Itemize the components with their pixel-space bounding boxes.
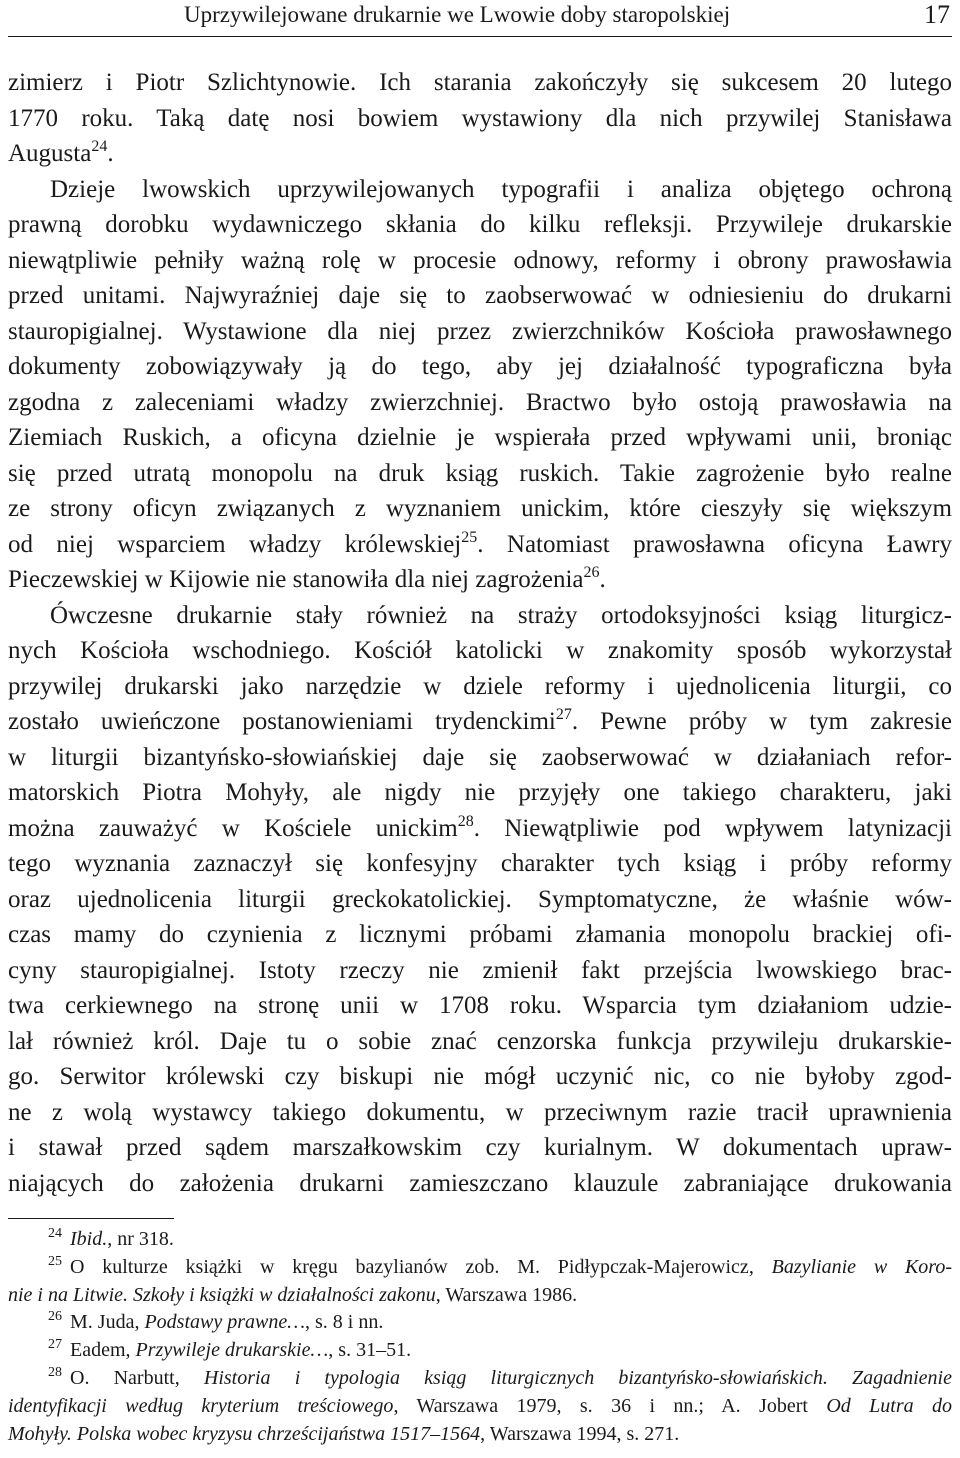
footnote-italic: Ibid. bbox=[70, 1228, 108, 1250]
footnote-24 bbox=[8, 1226, 952, 1254]
footnote-28 bbox=[8, 1365, 952, 1393]
footnote-text: O kulturze książki w kręgu bazylianów zob. M. Pidłypczak-Majerowicz, bbox=[70, 1255, 772, 1278]
footnote-ref-26: 26 bbox=[583, 564, 600, 581]
footnote-text: O. Narbutt, bbox=[70, 1366, 204, 1389]
footnote-number: 25 bbox=[48, 1253, 62, 1269]
text-line: przed unitami. Najwyraźniej daje się to zaobserwować w odniesieniu do drukarni bbox=[8, 282, 952, 309]
punctuation: . bbox=[107, 140, 114, 167]
text-span: Augusta bbox=[8, 140, 92, 167]
footnote-separator bbox=[8, 1218, 174, 1219]
footnote-italic: Od Lutra do bbox=[826, 1394, 953, 1417]
text-line bbox=[8, 527, 952, 563]
footnote-text: , Warszawa 1986. bbox=[435, 1283, 578, 1306]
text-line bbox=[8, 136, 952, 172]
footnote-25-cont bbox=[8, 1282, 952, 1310]
footnote-ref-25: 25 bbox=[461, 528, 478, 546]
footnote-italic: nie i na Litwie. Szkoły i książki w działalności zakonu bbox=[8, 1283, 436, 1306]
footnote-text: , Warszawa 1994, s. 271. bbox=[480, 1422, 680, 1445]
text-line: czas mamy do czynienia z licznymi próbami złamania monopolu brackiej ofi- bbox=[8, 921, 952, 948]
text-span: . Niewątpliwie pod wpływem latynizacji bbox=[473, 814, 953, 842]
text-line: cyny stauropigialnej. Istoty rzeczy nie zmienił fakt przejścia lwowskiego brac- bbox=[8, 956, 952, 984]
text-line: dokumenty zobowiązywały ją do tego, aby jej działalność typograficzna była bbox=[8, 353, 952, 380]
footnote-text: Eadem, bbox=[70, 1339, 136, 1362]
footnote-italic: Bazylianie w Koro- bbox=[771, 1255, 952, 1278]
text-span: zostało uwieńczone postanowieniami trydenckimi bbox=[8, 708, 556, 735]
text-line bbox=[8, 811, 952, 847]
text-line: 1770 roku. Taką datę nosi bowiem wystawiony dla nich przywilej Stanisława bbox=[8, 104, 952, 132]
footnote-27 bbox=[8, 1337, 952, 1365]
footnote-italic: Przywileje drukarskie… bbox=[135, 1339, 329, 1362]
running-header bbox=[8, 0, 952, 37]
text-line: niających do założenia drukarni zamieszczano klauzule zabraniające drukowania bbox=[8, 1169, 952, 1197]
text-span: można zauważyć w Kościele unickim bbox=[8, 814, 458, 842]
footnote-28-cont bbox=[8, 1421, 952, 1449]
footnote-ref-28: 28 bbox=[457, 812, 474, 830]
footnote-italic: Mohyły. Polska wobec kryzysu chrześcijaństwa 1517–1564 bbox=[8, 1422, 481, 1445]
text-line: twa cerkiewnego na stronę unii w 1708 roku. Wsparcia tym działaniom udzie- bbox=[8, 992, 952, 1019]
footnote-text: , s. 31–51. bbox=[328, 1339, 412, 1362]
footnotes bbox=[8, 1226, 952, 1448]
text-line: ne z wolą wystawcy takiego dokumentu, w przeciwnym razie tracił uprawnienia bbox=[8, 1098, 952, 1126]
text-line: Ziemiach Ruskich, a oficyna dzielnie je wspierała przed wpływami unii, broniąc bbox=[8, 424, 952, 451]
text-line: niewątpliwie pełniły ważną rolę w procesie odnowy, reformy i obrony prawosławia bbox=[8, 246, 952, 274]
text-span: od niej wsparciem władzy królewskiej bbox=[8, 530, 462, 558]
footnote-number: 28 bbox=[48, 1364, 62, 1380]
footnote-number: 27 bbox=[48, 1337, 62, 1353]
text-line: ze strony oficyn związanych z wyznaniem unickim, które cieszyły się większym bbox=[8, 495, 952, 522]
running-title: Uprzywilejowane drukarnie we Lwowie doby staropolskiej bbox=[184, 2, 731, 27]
text-line: w liturgii bizantyńsko-słowiańskiej daje się zaobserwować w działaniach refor- bbox=[8, 743, 952, 771]
text-line: przywilej drukarski jako narzędzie w dziele reformy i ujednolicenia liturgii, co bbox=[8, 672, 952, 700]
footnote-26 bbox=[8, 1309, 952, 1337]
footnote-text: , nr 318. bbox=[107, 1228, 174, 1250]
footnote-25 bbox=[8, 1254, 952, 1282]
text-line: się przed utratą monopolu na druk ksiąg ruskich. Takie zagrożenie było realne bbox=[8, 459, 952, 487]
footnote-italic: Podstawy prawne… bbox=[144, 1311, 306, 1334]
footnote-text: , s. 8 i nn. bbox=[305, 1311, 384, 1334]
text-line: nych Kościoła wschodniego. Kościół katolicki w znakomity sposób wykorzystał bbox=[8, 637, 952, 664]
footnote-28-cont bbox=[8, 1393, 952, 1421]
footnote-number: 26 bbox=[48, 1309, 62, 1325]
paragraph-start-line: Ówczesne drukarnie stały również na straży ortodoksyjności ksiąg liturgicz- bbox=[50, 601, 952, 629]
footnote-number: 24 bbox=[48, 1226, 62, 1241]
text-line: stauropigialnej. Wystawione dla niej przez zwierzchników Kościoła prawosławnego bbox=[8, 317, 952, 345]
text-line bbox=[8, 562, 952, 598]
text-line: oraz ujednolicenia liturgii greckokatolickiej. Symptomatyczne, że właśnie wów- bbox=[8, 885, 952, 913]
main-text bbox=[8, 65, 952, 1201]
footnote-text: M. Juda, bbox=[70, 1311, 145, 1334]
text-span: . Pewne próby w tym zakresie bbox=[571, 708, 952, 735]
footnote-italic: identyfikacji według kryterium treściowego bbox=[8, 1394, 394, 1417]
text-span: Pieczewskiej w Kijowie nie stanowiła dla niej zagrożenia bbox=[8, 566, 584, 593]
text-span: . Natomiast prawosławna oficyna Ławry bbox=[477, 530, 952, 558]
footnote-text: , Warszawa 1979, s. 36 i nn.; A. Jobert bbox=[393, 1394, 827, 1417]
punctuation: . bbox=[599, 566, 606, 593]
text-line: zimierz i Piotr Szlichtynowie. Ich starania zakończyły się sukcesem 20 lutego bbox=[8, 69, 952, 96]
text-line: tego wyznania zaznaczył się konfesyjny charakter tych ksiąg i próby reformy bbox=[8, 850, 952, 877]
paragraph-start-line: Dzieje lwowskich uprzywilejowanych typografii i analiza objętego ochroną bbox=[50, 175, 952, 203]
text-line: zgodna z zaleceniami władzy zwierzchniej. Bractwo było ostoją prawosławia na bbox=[8, 388, 952, 416]
footnote-ref-24: 24 bbox=[91, 138, 108, 155]
footnote-italic: Historia i typologia ksiąg liturgicznych bizantyńsko-słowiańskich. Zagadnienie bbox=[203, 1366, 952, 1389]
text-line: prawną dorobku wydawniczego skłania do kilku refleksji. Przywileje drukarskie bbox=[8, 211, 952, 238]
text-line bbox=[8, 704, 952, 740]
footnote-ref-27: 27 bbox=[555, 706, 572, 723]
text-line: go. Serwitor królewski czy biskupi nie mógł uczynić nic, co nie byłoby zgod- bbox=[8, 1063, 952, 1090]
text-line: i stawał przed sądem marszałkowskim czy kurialnym. W dokumentach upraw- bbox=[8, 1134, 952, 1161]
text-line: lał również król. Daje tu o sobie znać cenzorska funkcja przywileju drukarskie- bbox=[8, 1027, 952, 1055]
page-number: 17 bbox=[924, 0, 950, 29]
text-line: matorskich Piotra Mohyły, ale nigdy nie przyjęły one takiego charakteru, jaki bbox=[8, 779, 952, 806]
